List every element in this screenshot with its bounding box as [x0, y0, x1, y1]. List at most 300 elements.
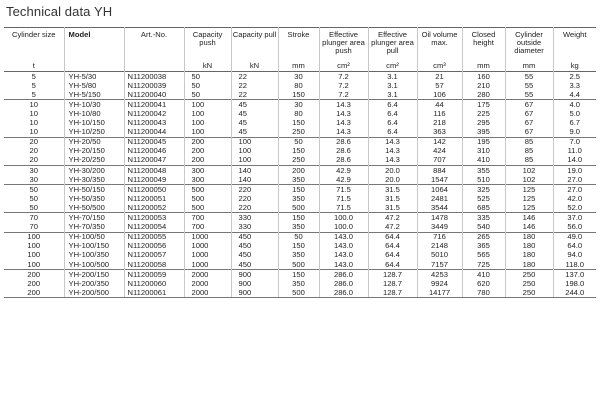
col-area-pull-cell: 6.4 — [368, 128, 417, 138]
col-oil-volume-cell: 424 — [417, 147, 462, 156]
header-label: Closed height — [471, 30, 496, 47]
col-stroke-cell: 150 — [278, 185, 319, 195]
col-art-no-cell: N11200046 — [124, 147, 184, 156]
col-capacity-push-cell: 100 — [184, 100, 231, 110]
col-area-push-cell: 28.6 — [319, 147, 368, 156]
col-cylinder-size-cell: 30 — [4, 165, 64, 175]
col-cylinder-size-cell: 20 — [29, 155, 38, 165]
col-weight-cell: 3.3 — [553, 81, 596, 90]
page-title: Technical data YH — [6, 4, 113, 19]
header-label: Model — [68, 30, 91, 39]
col-model-cell: YH-5/80 — [64, 81, 124, 90]
col-area-pull-cell: 20.0 — [368, 165, 417, 175]
col-cylinder-size-header — [4, 28, 64, 72]
col-area-pull-cell: 31.5 — [368, 194, 417, 203]
header-label: Oil volume max. — [421, 30, 458, 47]
col-capacity-pull-cell: 45 — [231, 128, 278, 138]
col-capacity-push-cell: 1000 — [184, 232, 231, 242]
col-capacity-pull-cell: 900 — [231, 279, 278, 288]
col-capacity-pull-cell: 220 — [231, 185, 278, 195]
col-weight-cell: 27.0 — [553, 175, 596, 185]
col-cylinder-size-cell: 20 — [29, 146, 38, 156]
col-model-cell: YH-10/250 — [64, 128, 124, 138]
col-area-push-cell: 14.3 — [319, 109, 368, 118]
col-closed-height-cell: 175 — [462, 100, 505, 110]
col-oil-volume-cell: 7157 — [417, 260, 462, 270]
col-closed-height-cell: 395 — [462, 128, 505, 138]
technical-data-table-container — [4, 27, 596, 298]
table-row — [4, 90, 596, 100]
col-stroke-header — [278, 28, 319, 72]
col-art-no-header — [124, 28, 184, 72]
col-model-cell: YH-200/500 — [64, 288, 124, 298]
col-cylinder-size-cell: 30 — [29, 175, 38, 184]
col-outside-diameter-cell: 180 — [505, 242, 553, 251]
col-area-pull-cell: 3.1 — [368, 72, 417, 82]
col-area-push-cell: 286.0 — [319, 279, 368, 288]
header-label: Stroke — [287, 30, 310, 39]
table-row — [4, 242, 596, 251]
col-area-pull-cell: 47.2 — [368, 223, 417, 233]
col-cylinder-size-cell: 100 — [4, 232, 64, 242]
col-area-push-cell: 286.0 — [319, 269, 368, 279]
col-weight-cell: 118.0 — [553, 260, 596, 270]
table-row — [4, 279, 596, 288]
table-row — [4, 260, 596, 270]
col-closed-height-cell: 780 — [462, 288, 505, 298]
table-row — [4, 100, 596, 110]
col-stroke-cell: 50 — [278, 137, 319, 147]
col-capacity-pull-cell: 900 — [231, 288, 278, 298]
col-art-no-cell: N11200053 — [124, 213, 184, 223]
col-art-no-cell: N11200047 — [124, 156, 184, 166]
col-area-pull-cell: 3.1 — [368, 90, 417, 100]
col-outside-diameter-cell: 55 — [505, 72, 553, 82]
col-art-no-cell: N11200048 — [124, 165, 184, 175]
col-oil-volume-cell: 1478 — [417, 213, 462, 223]
col-art-no-cell: N11200042 — [124, 109, 184, 118]
col-outside-diameter-cell: 180 — [505, 232, 553, 242]
table-row — [4, 251, 596, 260]
col-closed-height-cell: 565 — [462, 251, 505, 260]
col-weight-cell: 56.0 — [553, 223, 596, 233]
col-stroke-cell: 150 — [278, 90, 319, 100]
col-area-push-cell: 71.5 — [319, 203, 368, 213]
col-weight-cell: 52.0 — [553, 203, 596, 213]
col-stroke-cell: 150 — [278, 147, 319, 156]
col-weight-cell: 94.0 — [553, 251, 596, 260]
col-closed-height-cell: 335 — [462, 213, 505, 223]
col-closed-height-header — [462, 28, 505, 72]
col-art-no-cell: N11200050 — [124, 185, 184, 195]
col-stroke-cell: 200 — [278, 165, 319, 175]
col-model-cell: YH-10/30 — [64, 100, 124, 110]
col-capacity-push-cell: 2000 — [184, 288, 231, 298]
col-capacity-push-cell: 500 — [184, 203, 231, 213]
col-capacity-push-cell: 500 — [184, 185, 231, 195]
col-stroke-cell: 30 — [278, 100, 319, 110]
col-weight-cell: 42.0 — [553, 194, 596, 203]
col-closed-height-cell: 540 — [462, 223, 505, 233]
col-cylinder-size-cell: 5 — [31, 81, 36, 90]
col-model-cell: YH-50/350 — [64, 194, 124, 203]
col-closed-height-cell: 725 — [462, 260, 505, 270]
col-stroke-cell: 50 — [278, 232, 319, 242]
col-oil-volume-cell: 716 — [417, 232, 462, 242]
col-oil-volume-header — [417, 28, 462, 72]
col-art-no-cell: N11200045 — [124, 137, 184, 147]
col-capacity-push-cell: 2000 — [184, 279, 231, 288]
table-row — [4, 194, 596, 203]
col-capacity-pull-cell: 330 — [231, 213, 278, 223]
col-outside-diameter-cell: 102 — [505, 175, 553, 185]
col-cylinder-size-cell: 5 — [31, 71, 36, 81]
col-model-cell: YH-20/150 — [64, 147, 124, 156]
col-model-cell: YH-10/80 — [64, 109, 124, 118]
col-area-push-cell: 28.6 — [319, 156, 368, 166]
col-weight-cell: 7.0 — [553, 137, 596, 147]
col-area-pull-cell: 14.3 — [368, 137, 417, 147]
col-capacity-pull-cell: 450 — [231, 251, 278, 260]
col-area-push-cell: 100.0 — [319, 213, 368, 223]
col-weight-header — [553, 28, 596, 72]
col-area-pull-cell: 6.4 — [368, 118, 417, 127]
col-model-cell: YH-100/500 — [64, 260, 124, 270]
col-art-no-cell: N11200038 — [124, 72, 184, 82]
col-capacity-push-cell: 50 — [184, 72, 231, 82]
col-capacity-push-cell: 200 — [184, 137, 231, 147]
col-outside-diameter-cell: 146 — [505, 213, 553, 223]
col-weight-cell: 64.0 — [553, 242, 596, 251]
col-closed-height-cell: 210 — [462, 81, 505, 90]
col-outside-diameter-cell: 85 — [505, 137, 553, 147]
col-capacity-push-cell: 200 — [184, 147, 231, 156]
col-capacity-push-cell: 300 — [184, 175, 231, 185]
col-outside-diameter-cell: 67 — [505, 118, 553, 127]
col-oil-volume-cell: 9924 — [417, 279, 462, 288]
col-oil-volume-cell: 21 — [417, 72, 462, 82]
col-capacity-pull-cell: 45 — [231, 100, 278, 110]
col-cylinder-size-cell: 50 — [29, 203, 38, 212]
col-stroke-cell: 150 — [278, 118, 319, 127]
col-area-pull-cell: 14.3 — [368, 147, 417, 156]
header-unit: mm — [477, 61, 490, 71]
table-row — [4, 81, 596, 90]
col-area-push-cell: 71.5 — [319, 185, 368, 195]
col-capacity-pull-cell: 450 — [231, 242, 278, 251]
col-model-header — [64, 28, 124, 72]
col-area-push-cell: 7.2 — [319, 90, 368, 100]
col-outside-diameter-cell: 55 — [505, 90, 553, 100]
col-weight-cell: 244.0 — [553, 288, 596, 298]
col-weight-cell: 11.0 — [553, 147, 596, 156]
col-capacity-pull-cell: 140 — [231, 165, 278, 175]
col-area-push-cell: 143.0 — [319, 251, 368, 260]
header-unit: cm² — [337, 61, 350, 71]
col-area-pull-cell: 64.4 — [368, 232, 417, 242]
col-capacity-push-cell: 100 — [184, 118, 231, 127]
col-outside-diameter-cell: 250 — [505, 269, 553, 279]
table-body — [4, 72, 596, 298]
col-cylinder-size-cell: 100 — [27, 241, 41, 251]
header-label: Weight — [563, 30, 587, 39]
col-capacity-push-cell: 500 — [184, 194, 231, 203]
col-oil-volume-cell: 1547 — [417, 175, 462, 185]
col-closed-height-cell: 355 — [462, 165, 505, 175]
col-weight-cell: 6.7 — [553, 118, 596, 127]
table-row — [4, 118, 596, 127]
col-model-cell: YH-50/150 — [64, 185, 124, 195]
col-capacity-push-cell: 300 — [184, 165, 231, 175]
header-unit: kN — [249, 61, 260, 71]
col-area-push-header — [319, 28, 368, 72]
col-cylinder-size-cell: 10 — [29, 118, 38, 128]
col-stroke-cell: 150 — [278, 213, 319, 223]
header-unit: kN — [202, 61, 213, 71]
col-closed-height-cell: 685 — [462, 203, 505, 213]
col-oil-volume-cell: 363 — [417, 128, 462, 138]
col-area-push-cell: 14.3 — [319, 100, 368, 110]
col-oil-volume-cell: 2148 — [417, 242, 462, 251]
col-model-cell: YH-50/500 — [64, 203, 124, 213]
col-capacity-push-cell: 50 — [184, 81, 231, 90]
col-capacity-pull-cell: 220 — [231, 194, 278, 203]
col-stroke-cell: 250 — [278, 156, 319, 166]
col-area-pull-cell: 31.5 — [368, 185, 417, 195]
col-capacity-pull-cell: 330 — [231, 223, 278, 233]
col-outside-diameter-cell: 55 — [505, 81, 553, 90]
col-capacity-push-cell: 50 — [184, 90, 231, 100]
col-area-push-cell: 14.3 — [319, 128, 368, 138]
col-model-cell: YH-100/50 — [64, 232, 124, 242]
col-model-cell: YH-5/150 — [64, 90, 124, 100]
col-capacity-pull-cell: 100 — [231, 137, 278, 147]
col-oil-volume-cell: 116 — [417, 109, 462, 118]
col-closed-height-cell: 365 — [462, 242, 505, 251]
col-outside-diameter-cell: 180 — [505, 260, 553, 270]
col-art-no-cell: N11200057 — [124, 251, 184, 260]
col-closed-height-cell: 410 — [462, 269, 505, 279]
table-row — [4, 72, 596, 82]
col-capacity-pull-cell: 100 — [231, 156, 278, 166]
col-oil-volume-cell: 142 — [417, 137, 462, 147]
col-capacity-pull-cell: 450 — [231, 260, 278, 270]
col-cylinder-size-cell: 200 — [4, 269, 64, 279]
col-closed-height-cell: 525 — [462, 194, 505, 203]
col-stroke-cell: 500 — [278, 260, 319, 270]
col-capacity-pull-cell: 100 — [231, 147, 278, 156]
col-art-no-cell: N11200055 — [124, 232, 184, 242]
col-weight-cell: 14.0 — [553, 156, 596, 166]
col-closed-height-cell: 620 — [462, 279, 505, 288]
col-capacity-push-cell: 200 — [184, 156, 231, 166]
col-art-no-cell: N11200061 — [124, 288, 184, 298]
col-area-push-cell: 286.0 — [319, 288, 368, 298]
table-row — [4, 165, 596, 175]
table-row — [4, 109, 596, 118]
col-outside-diameter-cell: 125 — [505, 194, 553, 203]
header-label: Art.-No. — [140, 30, 168, 39]
col-area-pull-cell: 31.5 — [368, 203, 417, 213]
col-model-cell: YH-5/30 — [64, 72, 124, 82]
header-unit: t — [32, 61, 35, 71]
col-closed-height-cell: 325 — [462, 185, 505, 195]
col-model-cell: YH-70/150 — [64, 213, 124, 223]
table-row — [4, 137, 596, 147]
col-outside-diameter-cell: 250 — [505, 288, 553, 298]
col-area-pull-header — [368, 28, 417, 72]
col-area-pull-cell: 47.2 — [368, 213, 417, 223]
col-oil-volume-cell: 218 — [417, 118, 462, 127]
header-label: Effective plunger area push — [322, 30, 365, 55]
col-area-push-cell: 71.5 — [319, 194, 368, 203]
col-stroke-cell: 350 — [278, 223, 319, 233]
col-oil-volume-cell: 44 — [417, 100, 462, 110]
col-stroke-cell: 350 — [278, 251, 319, 260]
col-stroke-cell: 350 — [278, 175, 319, 185]
col-capacity-push-cell: 700 — [184, 223, 231, 233]
col-model-cell: YH-20/250 — [64, 156, 124, 166]
col-cylinder-size-cell: 70 — [4, 213, 64, 223]
col-stroke-cell: 80 — [278, 81, 319, 90]
col-closed-height-cell: 410 — [462, 156, 505, 166]
col-capacity-pull-cell: 450 — [231, 232, 278, 242]
col-closed-height-cell: 310 — [462, 147, 505, 156]
col-closed-height-cell: 510 — [462, 175, 505, 185]
col-closed-height-cell: 295 — [462, 118, 505, 127]
col-weight-cell: 9.0 — [553, 128, 596, 138]
col-cylinder-size-cell: 100 — [27, 259, 41, 269]
col-model-cell: YH-70/350 — [64, 223, 124, 233]
col-oil-volume-cell: 2481 — [417, 194, 462, 203]
col-area-push-cell: 14.3 — [319, 118, 368, 127]
table-row — [4, 232, 596, 242]
col-art-no-cell: N11200041 — [124, 100, 184, 110]
table-row — [4, 223, 596, 233]
col-art-no-cell: N11200059 — [124, 269, 184, 279]
col-outside-diameter-cell: 67 — [505, 100, 553, 110]
col-area-push-cell: 7.2 — [319, 72, 368, 82]
col-area-pull-cell: 6.4 — [368, 100, 417, 110]
col-capacity-pull-cell: 140 — [231, 175, 278, 185]
col-area-pull-cell: 128.7 — [368, 269, 417, 279]
col-stroke-cell: 80 — [278, 109, 319, 118]
col-stroke-cell: 500 — [278, 288, 319, 298]
col-closed-height-cell: 225 — [462, 109, 505, 118]
col-oil-volume-cell: 884 — [417, 165, 462, 175]
col-area-pull-cell: 64.4 — [368, 260, 417, 270]
col-capacity-push-cell: 1000 — [184, 242, 231, 251]
table-row — [4, 185, 596, 195]
col-stroke-cell: 250 — [278, 128, 319, 138]
col-art-no-cell: N11200058 — [124, 260, 184, 270]
col-capacity-push-cell: 2000 — [184, 269, 231, 279]
col-stroke-cell: 350 — [278, 279, 319, 288]
table-row — [4, 213, 596, 223]
col-art-no-cell: N11200052 — [124, 203, 184, 213]
col-art-no-cell: N11200044 — [124, 128, 184, 138]
col-area-push-cell: 100.0 — [319, 223, 368, 233]
col-closed-height-cell: 280 — [462, 90, 505, 100]
col-art-no-cell: N11200043 — [124, 118, 184, 127]
col-cylinder-size-cell: 50 — [4, 185, 64, 195]
col-oil-volume-cell: 57 — [417, 81, 462, 90]
technical-data-table — [4, 27, 596, 298]
col-stroke-cell: 350 — [278, 194, 319, 203]
table-row — [4, 156, 596, 166]
col-area-pull-cell: 3.1 — [368, 81, 417, 90]
header-unit: cm³ — [433, 61, 446, 71]
col-area-push-cell: 42.9 — [319, 175, 368, 185]
col-oil-volume-cell: 4253 — [417, 269, 462, 279]
col-stroke-cell: 500 — [278, 203, 319, 213]
col-art-no-cell: N11200051 — [124, 194, 184, 203]
header-label: Effective plunger area pull — [371, 30, 414, 55]
col-capacity-pull-cell: 22 — [231, 72, 278, 82]
col-art-no-cell: N11200049 — [124, 175, 184, 185]
header-label: Cylinder outside diameter — [514, 30, 544, 55]
col-capacity-pull-cell: 900 — [231, 269, 278, 279]
col-model-cell: YH-100/350 — [64, 251, 124, 260]
col-art-no-cell: N11200039 — [124, 81, 184, 90]
col-cylinder-size-cell: 100 — [27, 250, 41, 260]
col-art-no-cell: N11200054 — [124, 223, 184, 233]
col-oil-volume-cell: 3449 — [417, 223, 462, 233]
col-area-push-cell: 143.0 — [319, 232, 368, 242]
col-area-pull-cell: 64.4 — [368, 242, 417, 251]
col-area-pull-cell: 6.4 — [368, 109, 417, 118]
col-weight-cell: 137.0 — [553, 269, 596, 279]
col-outside-diameter-cell: 146 — [505, 223, 553, 233]
col-oil-volume-cell: 14177 — [417, 288, 462, 298]
col-area-push-cell: 42.9 — [319, 165, 368, 175]
col-cylinder-size-cell: 200 — [4, 288, 64, 298]
col-capacity-push-cell: 100 — [184, 128, 231, 138]
col-art-no-cell: N11200040 — [124, 90, 184, 100]
table-row — [4, 128, 596, 138]
col-capacity-push-cell: 100 — [184, 109, 231, 118]
col-model-cell: YH-100/150 — [64, 242, 124, 251]
col-outside-diameter-header — [505, 28, 553, 72]
col-weight-cell: 5.0 — [553, 109, 596, 118]
col-capacity-push-cell: 700 — [184, 213, 231, 223]
table-row — [4, 175, 596, 185]
col-area-pull-cell: 64.4 — [368, 251, 417, 260]
col-outside-diameter-cell: 125 — [505, 185, 553, 195]
col-model-cell: YH-20/50 — [64, 137, 124, 147]
header-unit: mm — [292, 61, 305, 71]
header-label: Capacity pull — [232, 30, 277, 39]
col-cylinder-size-cell: 50 — [29, 194, 38, 203]
col-weight-cell: 19.0 — [553, 165, 596, 175]
col-closed-height-cell: 160 — [462, 72, 505, 82]
col-model-cell: YH-30/350 — [64, 175, 124, 185]
col-area-push-cell: 143.0 — [319, 242, 368, 251]
col-closed-height-cell: 265 — [462, 232, 505, 242]
table-header-row — [4, 28, 596, 72]
col-art-no-cell: N11200056 — [124, 242, 184, 251]
col-weight-cell: 37.0 — [553, 213, 596, 223]
col-outside-diameter-cell: 85 — [505, 147, 553, 156]
table-row — [4, 288, 596, 298]
col-capacity-push-cell: 1000 — [184, 260, 231, 270]
col-oil-volume-cell: 3544 — [417, 203, 462, 213]
col-area-push-cell: 28.6 — [319, 137, 368, 147]
col-area-push-cell: 143.0 — [319, 260, 368, 270]
col-weight-cell: 49.0 — [553, 232, 596, 242]
col-cylinder-size-cell: 10 — [4, 100, 64, 110]
col-cylinder-size-cell: 20 — [4, 137, 64, 147]
